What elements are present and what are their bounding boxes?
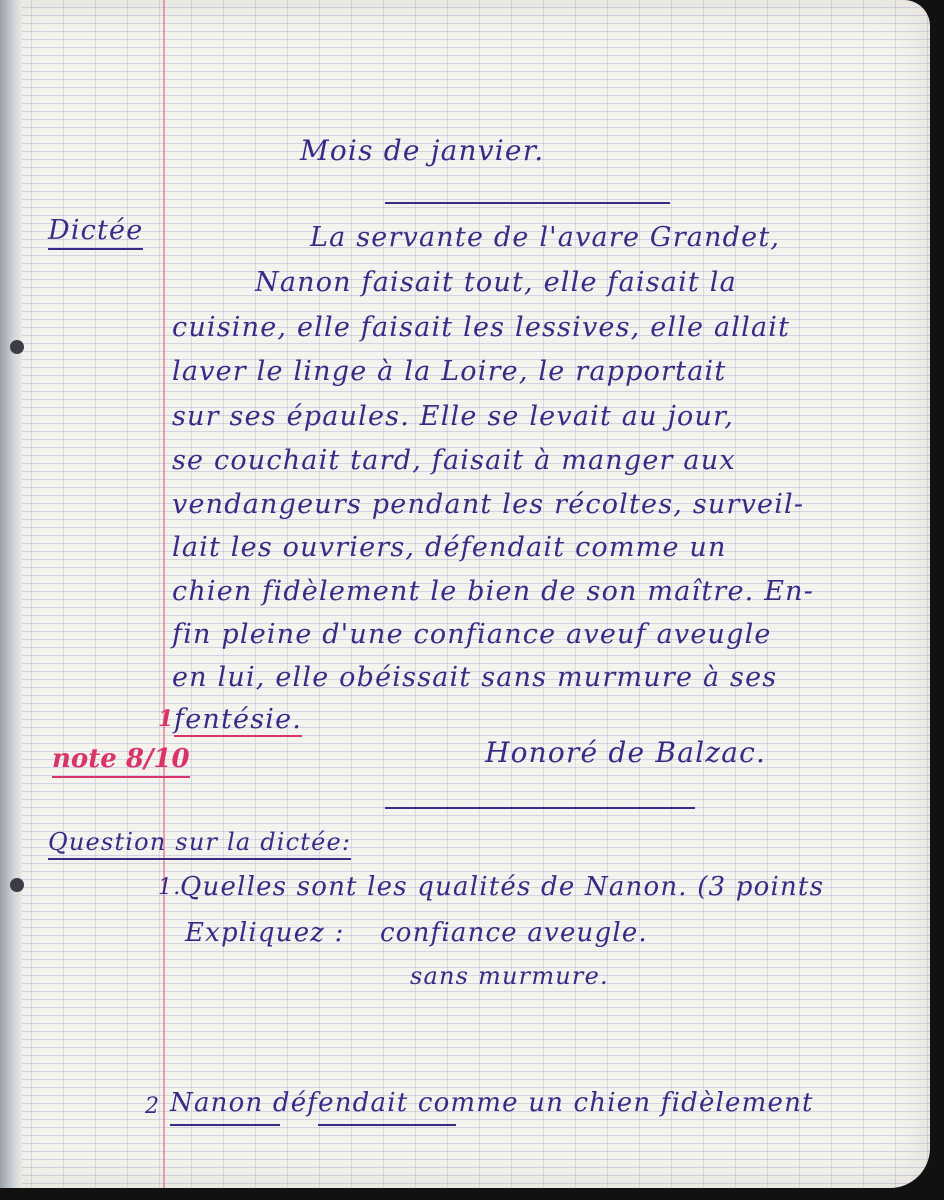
question-2: Nanon défendait comme un chien fidèlement — [170, 1088, 814, 1118]
underline-verb — [318, 1124, 456, 1126]
explain-item: confiance aveugle. — [380, 918, 648, 948]
binding-hole — [10, 878, 24, 892]
question-1: Quelles sont les qualités de Nanon. (3 points — [180, 872, 825, 902]
dictee-label: Dictée — [48, 215, 143, 250]
dictation-line: Nanon faisait tout, elle faisait la — [255, 267, 737, 298]
dictation-line: cuisine, elle faisait les lessives, elle allait — [172, 312, 791, 343]
page-binding — [0, 0, 22, 1188]
dictation-line: se couchait tard, faisait à manger aux — [172, 445, 736, 476]
underline-subject — [170, 1124, 280, 1126]
dictation-line: fentésie. — [174, 704, 303, 735]
dictation-line: La servante de l'avare Grandet, — [310, 222, 781, 253]
question-number: 2 — [145, 1094, 161, 1119]
dictation-line: fin pleine d'une confiance aveuf aveugle — [172, 619, 772, 650]
questions-heading: Question sur la dictée: — [48, 828, 351, 860]
explain-label: Expliquez : — [185, 918, 345, 948]
correction-mark: 1 — [158, 706, 174, 732]
dictation-line: lait les ouvriers, défendait comme un — [172, 532, 727, 563]
dictation-line: vendangeurs pendant les récoltes, surveil- — [172, 489, 805, 520]
month-heading: Mois de janvier. — [300, 134, 545, 167]
grade-note: note 8/10 — [52, 744, 190, 778]
margin-line — [163, 0, 165, 1188]
heading-rule — [385, 202, 670, 204]
explain-item: sans murmure. — [410, 962, 609, 990]
author-signature: Honoré de Balzac. — [485, 736, 767, 769]
dictation-line: chien fidèlement le bien de son maître. En- — [172, 576, 815, 607]
binding-hole — [10, 340, 24, 354]
dictation-line: en lui, elle obéissait sans murmure à ses — [172, 662, 778, 693]
dictation-line: laver le linge à la Loire, le rapportait — [172, 356, 727, 387]
question-number: 1. — [158, 875, 182, 900]
section-rule — [385, 807, 695, 809]
dictation-line: sur ses épaules. Elle se levait au jour, — [172, 401, 734, 432]
